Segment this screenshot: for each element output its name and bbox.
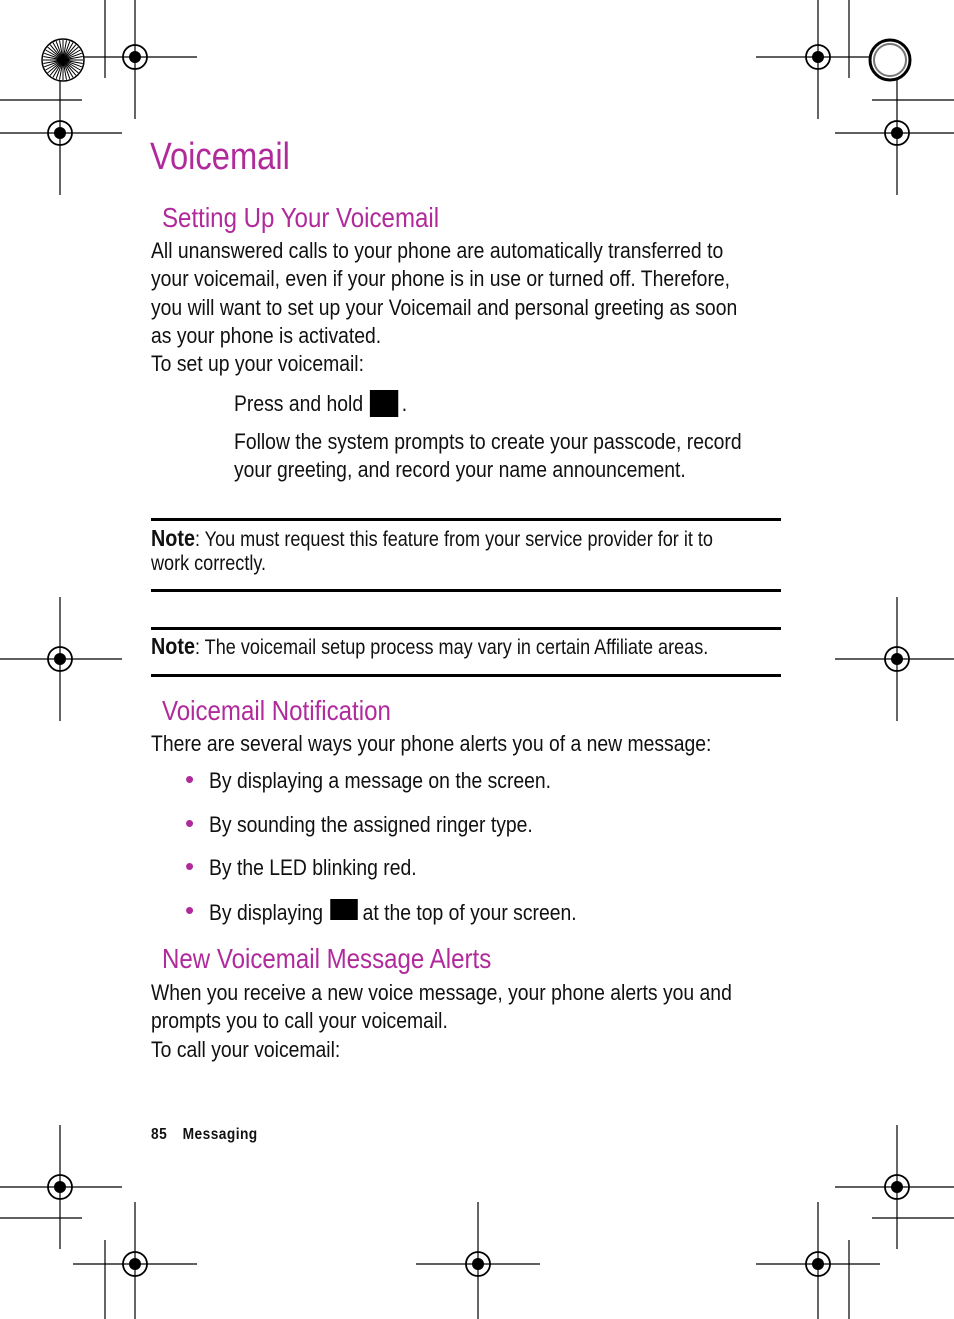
section-heading-notification: Voicemail Notification [162,695,391,726]
section-heading-alerts: New Voicemail Message Alerts [162,943,492,974]
voicemail-key-icon [370,390,398,417]
setup-paragraph: All unanswered calls to your phone are automatically transferred to your voicemail, even if your phone is in use or turned off. Therefore, you will want to set up your Voicemail and personal greeting as soon as your phone is activated. To set up your voicemail: [151,238,738,377]
bullet-icon: • [185,895,195,925]
note-rule-top [151,627,781,630]
note-rule-top [151,518,781,521]
page-number: 85 [151,1126,168,1143]
notification-intro: There are several ways your phone alerts you of a new message: [151,731,712,756]
note-1: Note: You must request this feature from your service provider for it to work correctly. [151,525,713,575]
crop-mark-icon [0,597,122,721]
bullet-icon: • [185,808,195,838]
crop-mark-icon [416,1202,540,1319]
note-rule-bottom [151,674,781,677]
crop-mark-icon [756,1202,880,1319]
note-2: Note: The voicemail setup process may vary in certain Affiliate areas. [151,633,709,659]
crop-mark-icon [835,597,954,721]
crop-mark-icon [756,0,880,119]
page-title: Voicemail [150,136,290,178]
page-footer [151,1126,258,1144]
footer-section: Messaging [182,1126,258,1143]
bullet-icon: • [185,851,195,881]
setup-step-1: Press and hold . [234,391,408,416]
crop-mark-icon [835,1125,954,1249]
starburst-target-icon [42,39,84,81]
bullet-icon: • [185,764,195,794]
note-rule-bottom [151,589,781,592]
voicemail-status-icon [330,899,358,920]
crop-mark-icon [0,71,122,195]
crop-mark-icon [73,1202,197,1319]
color-circle-icon [870,40,910,80]
crop-mark-icon [0,1125,122,1249]
setup-step-2: Follow the system prompts to create your passcode, record your greeting, and record your name announcement. [234,429,742,482]
alerts-paragraph: When you receive a new voice message, your phone alerts you and prompts you to call your voicemail. To call your voicemail: [151,980,732,1062]
section-heading-setup: Setting Up Your Voicemail [162,202,440,233]
crop-mark-icon [73,0,197,119]
crop-mark-icon [835,71,954,195]
